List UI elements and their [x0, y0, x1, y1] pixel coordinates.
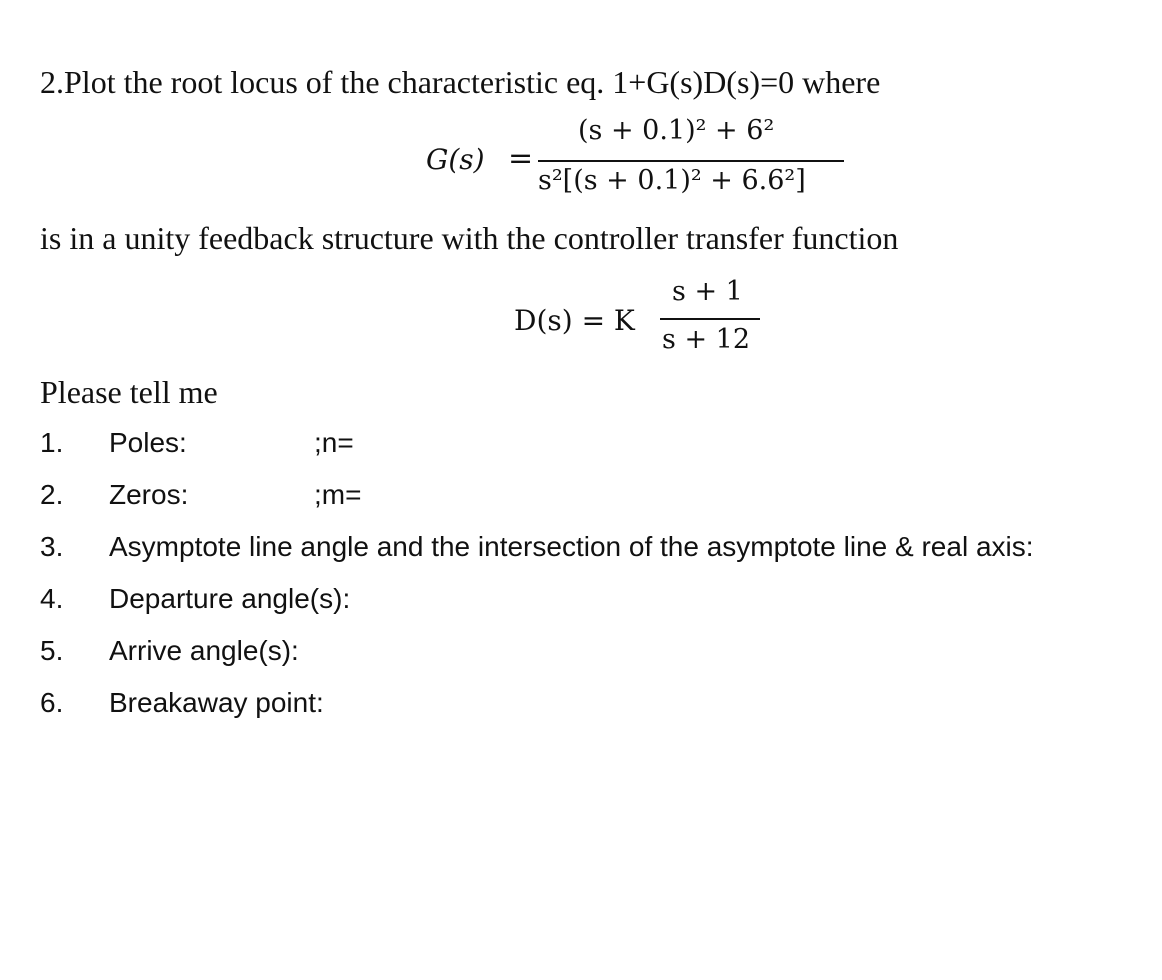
item-blank: ;m= — [314, 479, 362, 510]
problem-statement: 2.Plot the root locus of the characteristic eq. 1+G(s)D(s)=0 where — [40, 64, 881, 100]
g-transfer-function — [426, 113, 856, 205]
d-fraction-bar — [660, 318, 760, 320]
feedback-statement: is in a unity feedback structure with the controller transfer function — [40, 220, 899, 256]
item-text: Zeros: — [109, 479, 189, 510]
item-blank: ;n= — [314, 427, 354, 458]
g-equals-sign: = — [508, 141, 534, 176]
item-text: Breakaway point: — [109, 687, 324, 718]
d-lhs: D(s) = K — [514, 304, 635, 337]
item-text: Asymptote line angle and the intersection of the asymptote line & real axis: — [109, 531, 1034, 562]
g-lhs: G(s) — [426, 143, 485, 176]
item-number: 5. — [40, 635, 64, 666]
item-number: 3. — [40, 531, 64, 562]
item-number: 4. — [40, 583, 64, 614]
item-text: Departure angle(s): — [109, 583, 351, 614]
d-denominator: s + 12 — [662, 324, 751, 355]
item-number: 6. — [40, 687, 64, 718]
g-numerator: (s + 0.1)² + 6² — [578, 115, 775, 146]
item-text: Poles: — [109, 427, 187, 458]
d-numerator: s + 1 — [672, 276, 743, 307]
d-controller-function — [514, 276, 774, 362]
item-text: Arrive angle(s): — [109, 635, 299, 666]
item-number: 2. — [40, 479, 64, 510]
g-fraction-bar — [538, 160, 844, 162]
g-denominator: s²[(s + 0.1)² + 6.6²] — [538, 165, 806, 196]
item-number: 1. — [40, 427, 64, 458]
please-tell-heading: Please tell me — [40, 374, 218, 410]
